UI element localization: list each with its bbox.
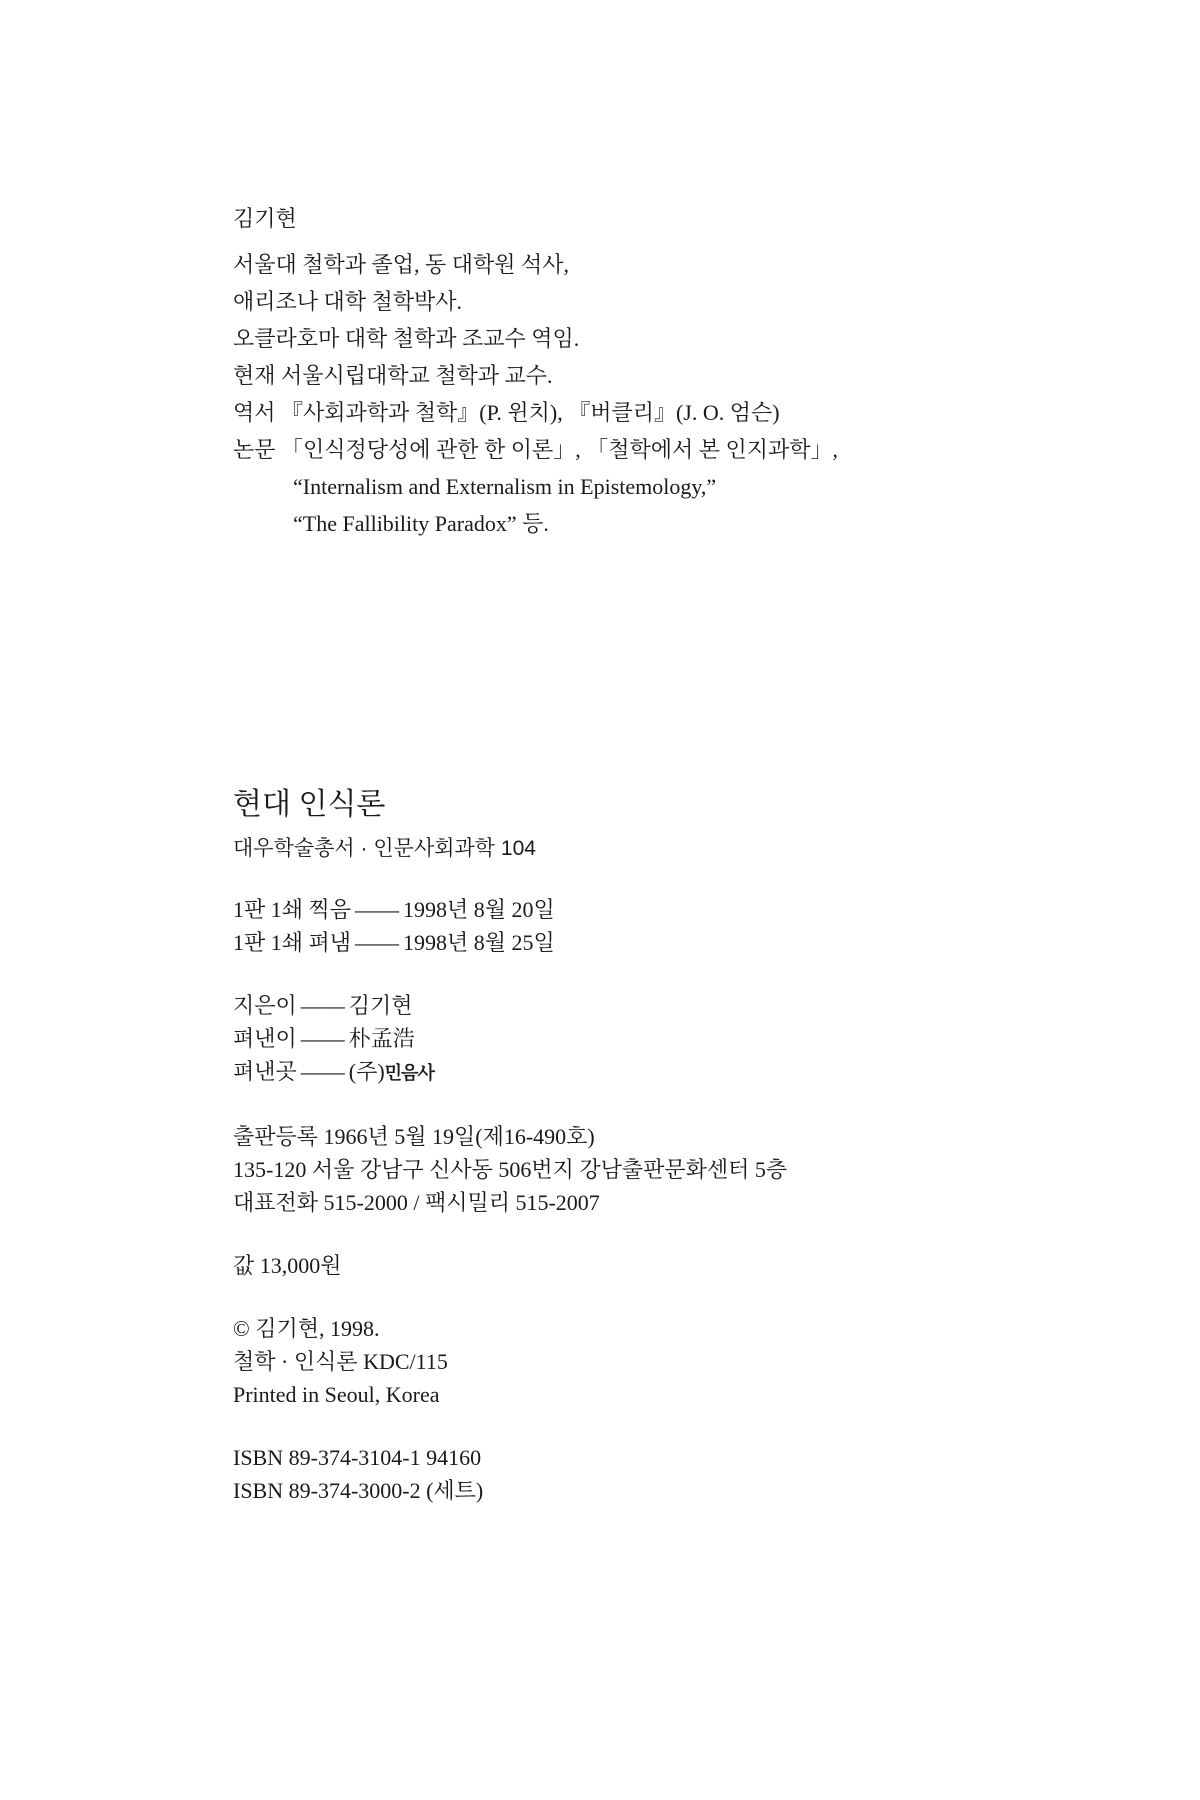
price: 값 13,000원 bbox=[233, 1253, 342, 1278]
author-bio-line: 논문 「인식정당성에 관한 한 이론」, 「철학에서 본 인지과학」, bbox=[233, 437, 839, 462]
credit-value-prefix: (주) bbox=[348, 1059, 385, 1084]
author-bio-line: 오클라호마 대학 철학과 조교수 역임. bbox=[233, 326, 580, 351]
author-bio-paper: “The Fallibility Paradox” 등. bbox=[293, 511, 549, 536]
credit-value: 朴孟浩 bbox=[348, 1026, 415, 1051]
address-line: 135-120 서울 강남구 신사동 506번지 강남출판문화센터 5층 bbox=[233, 1157, 788, 1182]
author-section bbox=[233, 204, 1133, 542]
phone-line: 대표전화 515-2000 / 팩시밀리 515-2007 bbox=[233, 1190, 600, 1215]
author-bio-line: 현재 서울시립대학교 철학과 교수. bbox=[233, 363, 553, 388]
author-bio-line: 역서 『사회과학과 철학』(P. 윈치), 『버클리』(J. O. 엄슨) bbox=[233, 400, 780, 425]
credit-label: 펴낸곳 bbox=[233, 1059, 297, 1084]
publisher-credit bbox=[233, 1022, 1133, 1055]
author-bio-paper: “Internalism and Externalism in Epistemology,” bbox=[293, 474, 717, 499]
author-name: 김기현 bbox=[233, 206, 297, 231]
printing-date: 1998년 8월 25일 bbox=[403, 930, 555, 955]
author-bio-line: 애리조나 대학 철학박사. bbox=[233, 289, 463, 314]
isbn-section bbox=[233, 1441, 1133, 1507]
printing-line bbox=[233, 893, 1133, 926]
dash: —— bbox=[300, 1026, 345, 1051]
publisher-logo-text: 민음사 bbox=[384, 1063, 434, 1083]
registration-line: 출판등록 1966년 5월 19일(제16-490호) bbox=[233, 1124, 595, 1149]
colophon-section bbox=[233, 785, 1133, 1507]
price-section bbox=[233, 1249, 1133, 1282]
classification-line: 철학 · 인식론 KDC/115 bbox=[233, 1349, 448, 1374]
printing-label: 1판 1쇄 펴냄 bbox=[233, 930, 352, 955]
series-name: 대우학술총서 · 인문사회과학 104 bbox=[233, 837, 536, 860]
credits bbox=[233, 989, 1133, 1090]
isbn-line: ISBN 89-374-3000-2 (세트) bbox=[233, 1478, 484, 1503]
printing-date: 1998년 8월 20일 bbox=[403, 897, 555, 922]
dash: —— bbox=[300, 1059, 345, 1084]
dash: —— bbox=[355, 930, 400, 955]
author-credit bbox=[233, 989, 1133, 1022]
press-credit bbox=[233, 1055, 1133, 1090]
author-bio-line: 서울대 철학과 졸업, 동 대학원 석사, bbox=[233, 252, 570, 277]
book-title: 현대 인식론 bbox=[233, 788, 386, 821]
publishing-line bbox=[233, 926, 1133, 959]
isbn-line: ISBN 89-374-3104-1 94160 bbox=[233, 1445, 482, 1470]
printed-line: Printed in Seoul, Korea bbox=[233, 1382, 440, 1407]
credit-label: 지은이 bbox=[233, 993, 297, 1018]
credit-label: 펴낸이 bbox=[233, 1026, 297, 1051]
dash: —— bbox=[300, 993, 345, 1018]
dash: —— bbox=[355, 897, 400, 922]
printing-dates bbox=[233, 893, 1133, 959]
credit-value: 김기현 bbox=[348, 993, 413, 1018]
publisher-info bbox=[233, 1120, 1133, 1219]
copyright-section bbox=[233, 1312, 1133, 1411]
copyright-line: © 김기현, 1998. bbox=[233, 1316, 380, 1341]
printing-label: 1판 1쇄 찍음 bbox=[233, 897, 352, 922]
